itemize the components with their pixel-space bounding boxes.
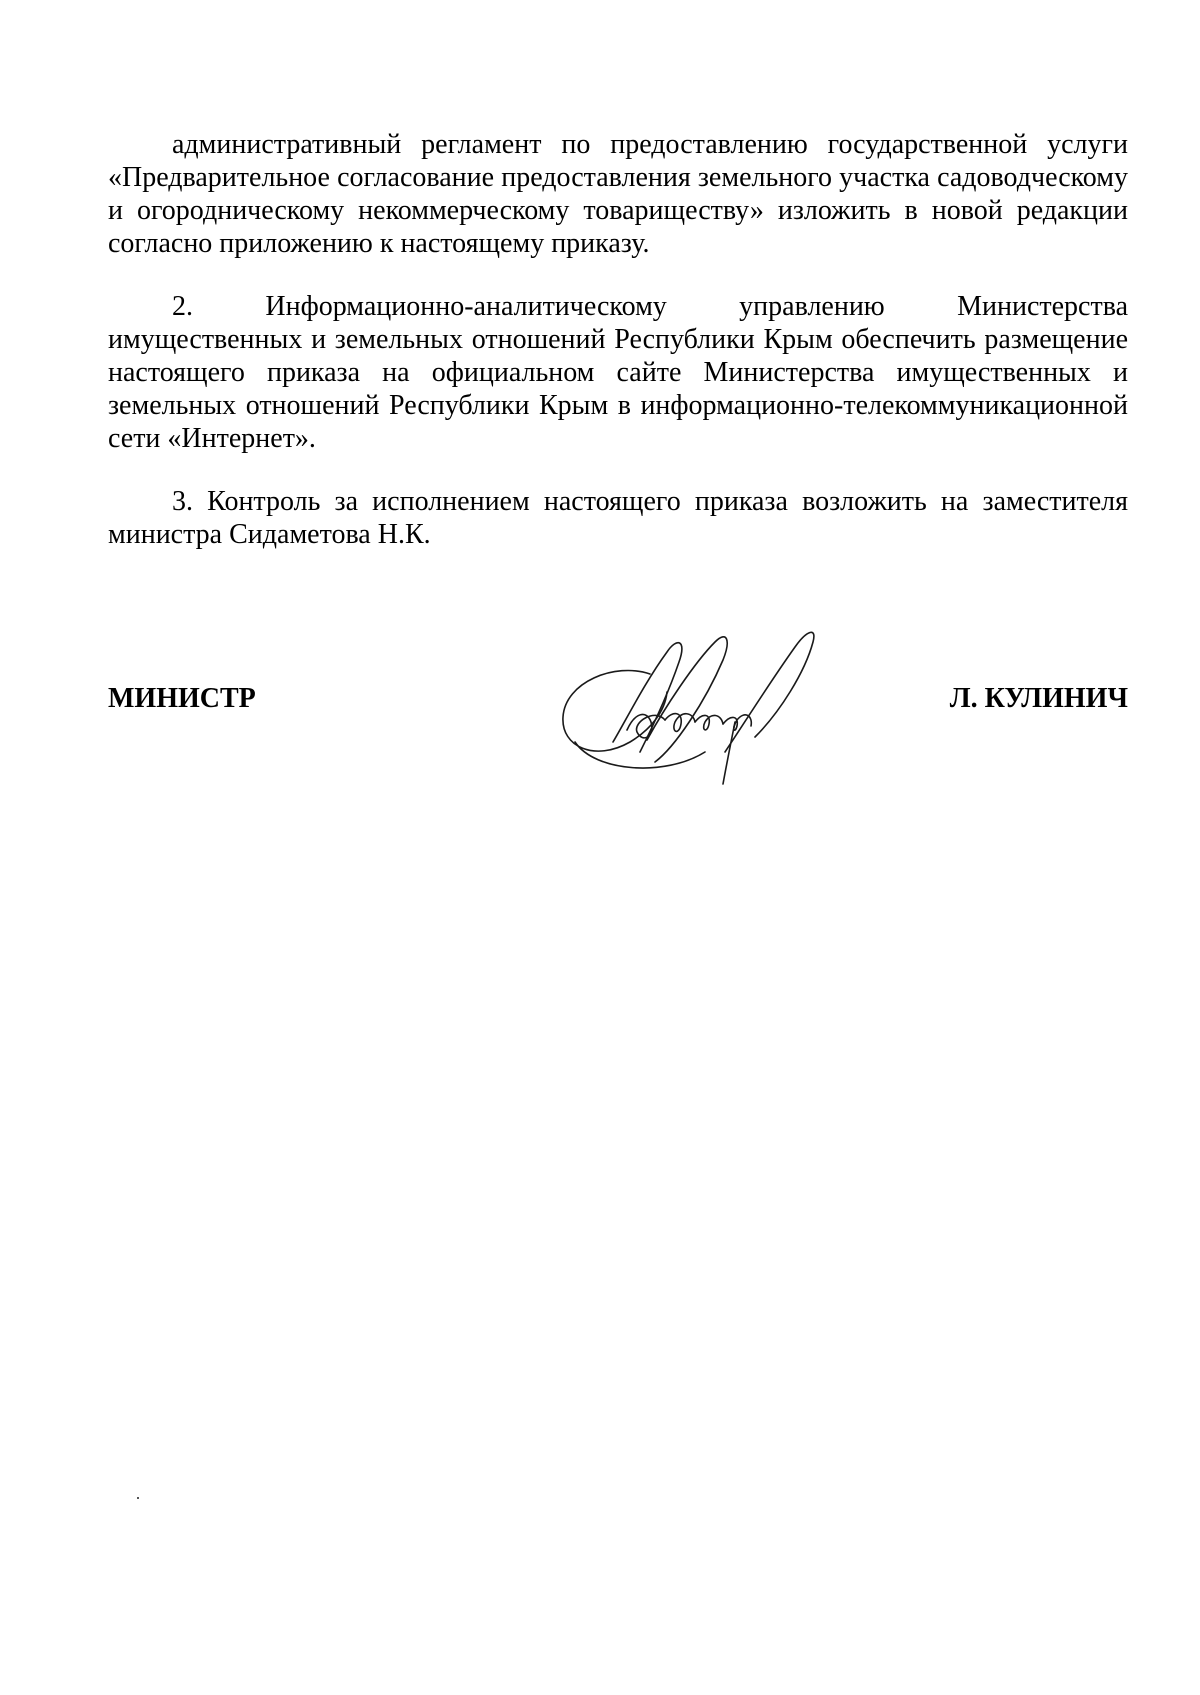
paragraph-item-3: 3. Контроль за исполнением настоящего приказа возложить на заместителя министра Сидаметова Н.К. <box>108 486 1128 550</box>
signatory-title: МИНИСТР <box>108 683 256 714</box>
paragraph-item-2: 2. Информационно-аналитическому управлению Министерства имущественных и земельных отношений Республики Крым обеспечить размещение настоящего приказа на официальном сайте Министерства имущественных и земельных отношений Республики Крым в информационно-телекоммуникационной сети «Интернет». <box>108 291 1128 454</box>
signatory-name: Л. КУЛИНИЧ <box>949 683 1128 714</box>
scan-speck <box>137 1497 139 1499</box>
paragraph-regulation: административный регламент по предоставлению государственной услуги «Предварительное согласование предоставления земельного участка садоводческому и огородническому некоммерческому товариществу» изложить в новой редакции согласно приложению к настоящему приказу. <box>108 129 1128 259</box>
document-body <box>108 128 1128 551</box>
handwritten-signature <box>555 612 865 792</box>
